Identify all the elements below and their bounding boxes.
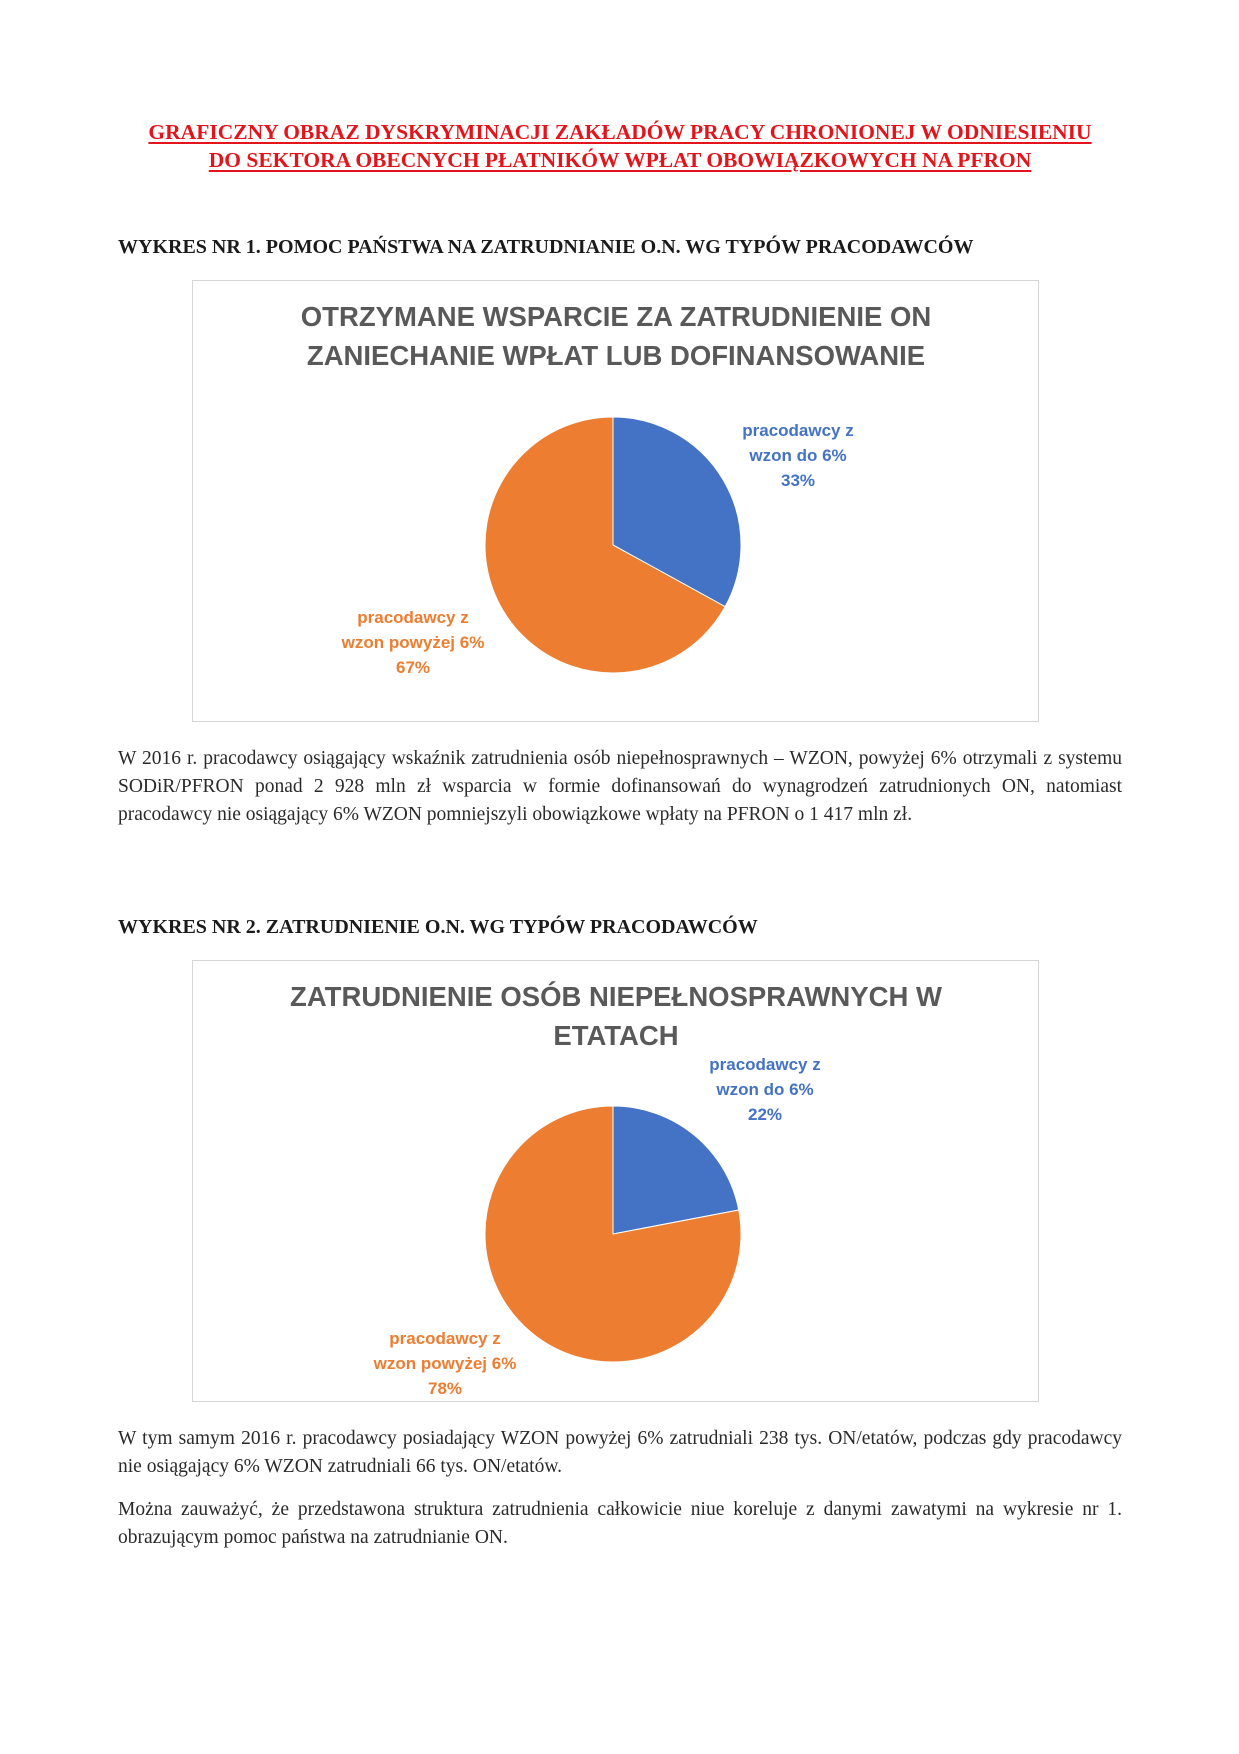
chart1-label-wzon-powyzej-6-line1: pracodawcy z: [357, 608, 469, 627]
chart2-label-wzon-do-6-line2: wzon do 6%: [716, 1080, 814, 1099]
chart2-label-wzon-powyzej-6-line1: pracodawcy z: [389, 1329, 501, 1348]
chart1-title-line1: OTRZYMANE WSPARCIE ZA ZATRUDNIENIE ON: [300, 301, 932, 332]
chart2-label-wzon-do-6-line1: pracodawcy z: [709, 1055, 821, 1074]
document-title: [110, 118, 1130, 174]
chart1-label-wzon-do-6-line1: pracodawcy z: [742, 421, 854, 440]
chart2-pie-chart: [193, 961, 1038, 1401]
chart2-container: [192, 960, 1039, 1402]
document-title-line1: GRAFICZNY OBRAZ DYSKRYMINACJI ZAKŁADÓW PRACY CHRONIONEJ W ODNIESIENIU: [148, 120, 1092, 144]
chart1-label-wzon-powyzej-6-line2: wzon powyżej 6%: [341, 633, 485, 652]
chart2-description: W tym samym 2016 r. pracodawcy posiadający WZON powyżej 6% zatrudniali 238 tys. ON/etatów, podczas gdy pracodawcy nie osiągający 6% WZON zatrudniali 66 tys. ON/etatów.: [118, 1428, 1122, 1477]
chart1-label-wzon-powyzej-6-percent: 67%: [395, 658, 431, 677]
chart2-title-line2: ETATACH: [553, 1020, 679, 1051]
chart1-description: W 2016 r. pracodawcy osiągający wskaźnik zatrudnienia osób niepełnosprawnych – WZON, powyżej 6% otrzymali z systemu SODiR/PFRON ponad 2 928 mln zł wsparcia w formie dofinansowań do wynagrodzeń zatrudnionych ON, natomiast pracodawcy nie osiągający 6% WZON pomniejszyli obowiązkowe wpłaty na PFRON o 1 417 mln zł.: [118, 748, 1122, 825]
chart1-container: [192, 280, 1039, 722]
chart2-label-wzon-do-6-percent: 22%: [747, 1105, 783, 1124]
chart2-label-wzon-powyzej-6-line2: wzon powyżej 6%: [373, 1354, 517, 1373]
chart1-title-line2: ZANIECHANIE WPŁAT LUB DOFINANSOWANIE: [306, 340, 926, 371]
chart2-heading: WYKRES NR 2. ZATRUDNIENIE O.N. WG TYPÓW PRACODAWCÓW: [118, 916, 758, 938]
chart1-pie-chart: [193, 281, 1038, 721]
chart1-label-wzon-do-6-percent: 33%: [780, 471, 816, 490]
chart1-heading: WYKRES NR 1. POMOC PAŃSTWA NA ZATRUDNIANIE O.N. WG TYPÓW PRACODAWCÓW: [118, 236, 974, 258]
chart1-label-wzon-do-6-line2: wzon do 6%: [749, 446, 847, 465]
document-title-line2: DO SEKTORA OBECNYCH PŁATNIKÓW WPŁAT OBOWIĄZKOWYCH NA PFRON: [208, 148, 1032, 172]
chart2-title-line1: ZATRUDNIENIE OSÓB NIEPEŁNOSPRAWNYCH W: [290, 981, 942, 1012]
chart2-label-wzon-powyzej-6-percent: 78%: [427, 1379, 463, 1398]
chart2-conclusion: Można zauważyć, że przedstawona struktura zatrudnienia całkowicie niue koreluje z danymi zawatymi na wykresie nr 1. obrazującym pomoc państwa na zatrudnianie ON.: [118, 1499, 1122, 1548]
